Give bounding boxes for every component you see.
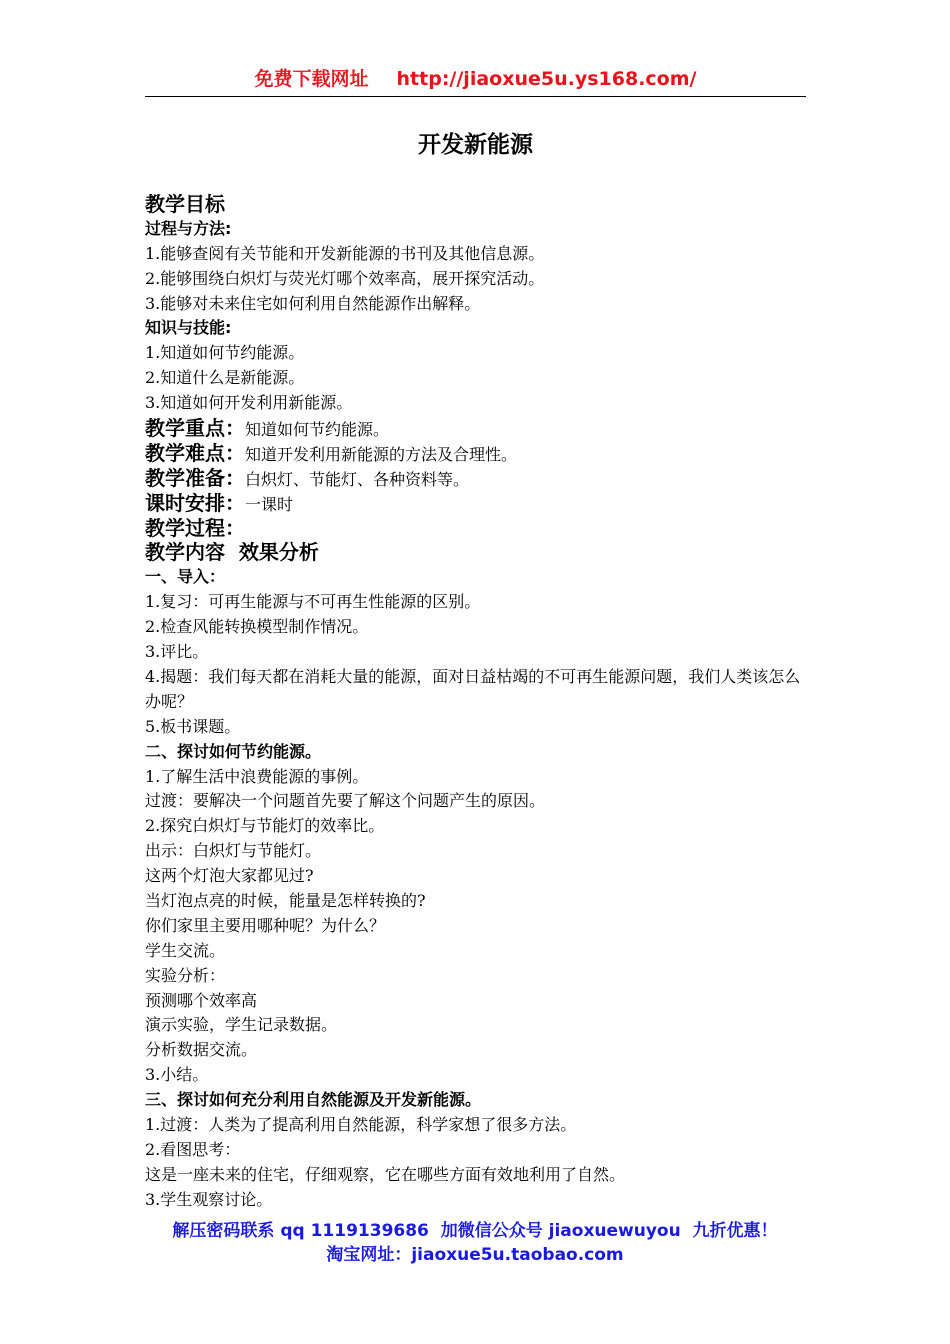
list-item: 2.检查风能转换模型制作情况。 bbox=[145, 617, 369, 637]
list-item: 这是一座未来的住宅，仔细观察，它在哪些方面有效地利用了自然。 bbox=[145, 1164, 626, 1184]
list-item: 3.能够对未来住宅如何利用自然能源作出解释。 bbox=[145, 293, 481, 313]
footer-taobao-link[interactable]: 淘宝网址：jiaoxue5u.taobao.com bbox=[326, 1245, 624, 1265]
footer-contact-line: 解压密码联系 qq 1119139686 加微信公众号 jiaoxuewuyou 九折优惠！ bbox=[172, 1221, 778, 1241]
difficulty-row bbox=[145, 441, 808, 466]
document-body bbox=[145, 192, 808, 1213]
list-item: 演示实验，学生记录数据。 bbox=[145, 1015, 338, 1035]
list-item: 学生交流。 bbox=[145, 940, 226, 960]
download-header bbox=[145, 62, 806, 97]
list-item: 3.学生观察讨论。 bbox=[145, 1189, 273, 1209]
list-item: 2.看图思考： bbox=[145, 1139, 241, 1159]
page-title: 开发新能源 bbox=[418, 132, 533, 158]
list-item: 2.知道什么是新能源。 bbox=[145, 368, 305, 388]
header-label: 免费下载网址 bbox=[254, 68, 369, 90]
list-item: 1.能够查阅有关节能和开发新能源的书刊及其他信息源。 bbox=[145, 243, 545, 263]
difficulty-value: 知道开发利用新能源的方法及合理性。 bbox=[245, 444, 518, 464]
section2-heading: 二、探讨如何节约能源。 bbox=[145, 741, 322, 761]
list-item: 1.过渡：人类为了提高利用自然能源，科学家想了很多方法。 bbox=[145, 1114, 577, 1134]
preparation-row bbox=[145, 466, 808, 491]
list-item: 5.板书课题。 bbox=[145, 716, 241, 736]
list-item: 3.知道如何开发利用新能源。 bbox=[145, 393, 353, 413]
list-item: 你们家里主要用哪种呢？为什么？ bbox=[145, 915, 386, 935]
list-item: 预测哪个效率高 bbox=[145, 990, 258, 1010]
section1-heading: 一、导入： bbox=[145, 567, 226, 587]
list-item: 3.小结。 bbox=[145, 1065, 209, 1085]
list-item: 当灯泡点亮的时候，能量是怎样转换的? bbox=[145, 890, 426, 910]
section3-heading: 三、探讨如何充分利用自然能源及开发新能源。 bbox=[145, 1090, 482, 1110]
schedule-row bbox=[145, 491, 808, 516]
schedule-label: 课时安排： bbox=[145, 490, 245, 515]
list-item: 分析数据交流。 bbox=[145, 1040, 258, 1060]
list-item: 2.探究白炽灯与节能灯的效率比。 bbox=[145, 816, 385, 836]
list-item: 4.揭题：我们每天都在消耗大量的能源，面对日益枯竭的不可再生能源问题，我们人类该怎么办呢？ bbox=[145, 666, 801, 711]
difficulty-label: 教学难点： bbox=[145, 440, 245, 465]
key-point-value: 知道如何节约能源。 bbox=[245, 420, 390, 440]
list-item: 过渡：要解决一个问题首先要了解这个问题产生的原因。 bbox=[145, 791, 546, 811]
knowledge-skill-heading: 知识与技能: bbox=[145, 318, 232, 338]
key-point-row bbox=[145, 416, 808, 441]
objectives-heading: 教学目标 bbox=[145, 192, 225, 216]
list-item: 实验分析： bbox=[145, 965, 226, 985]
header-url-link[interactable]: http://jiaoxue5u.ys168.com/ bbox=[396, 68, 697, 90]
content-analysis-heading: 教学内容 效果分析 bbox=[145, 540, 319, 565]
list-item: 这两个灯泡大家都见过? bbox=[145, 866, 314, 886]
header-text bbox=[145, 62, 806, 96]
list-item: 出示：白炽灯与节能灯。 bbox=[145, 841, 322, 861]
list-item: 1.知道如何节约能源。 bbox=[145, 343, 305, 363]
schedule-value: 一课时 bbox=[245, 494, 294, 514]
preparation-value: 白炽灯、节能灯、各种资料等。 bbox=[245, 469, 470, 489]
preparation-label: 教学准备： bbox=[145, 465, 245, 490]
list-item: 3.评比。 bbox=[145, 642, 209, 662]
teaching-process-heading: 教学过程： bbox=[145, 515, 245, 540]
process-method-heading: 过程与方法: bbox=[145, 218, 232, 238]
key-point-label: 教学重点： bbox=[145, 416, 245, 441]
list-item: 1.复习：可再生能源与不可再生性能源的区别。 bbox=[145, 592, 481, 612]
list-item: 1.了解生活中浪费能源的事例。 bbox=[145, 766, 369, 786]
list-item: 2.能够围绕白炽灯与荧光灯哪个效率高，展开探究活动。 bbox=[145, 268, 545, 288]
